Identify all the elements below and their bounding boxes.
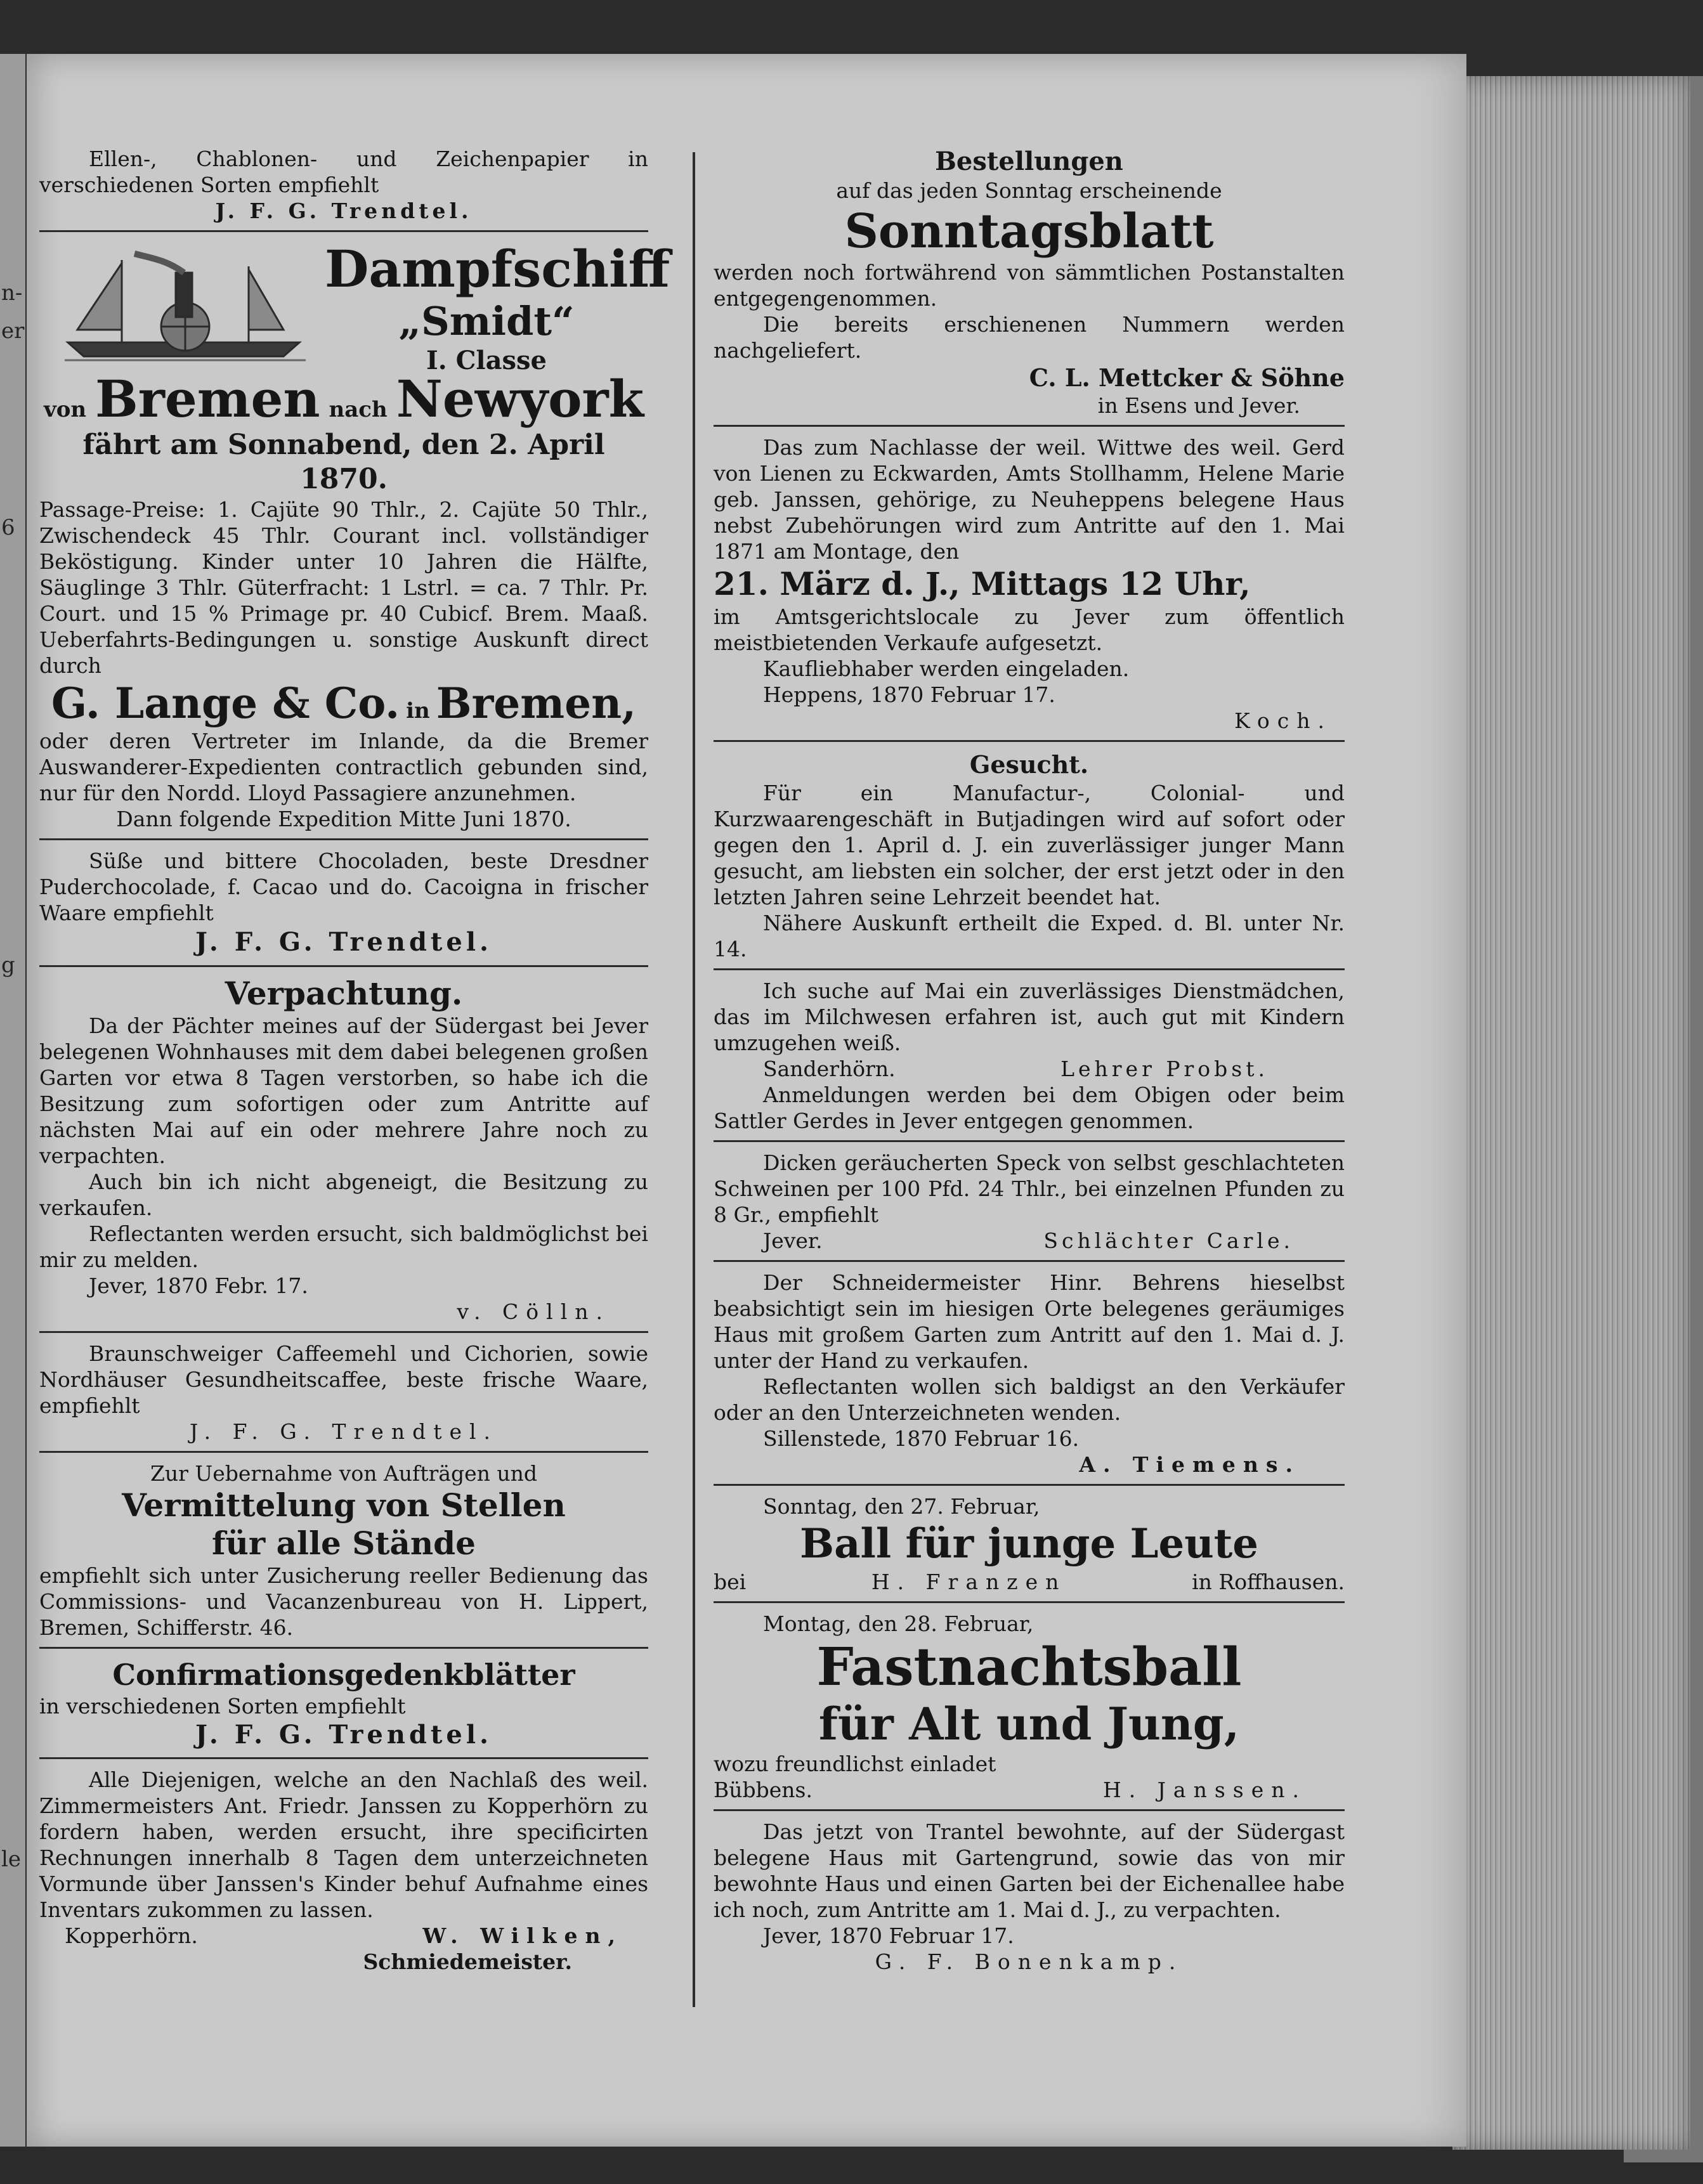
ad-placement-text: empfiehlt sich unter Zusicherung reeller Bedienung das Commissions- und Vacanzenbureau von H. Lippert, Bremen, Schifferstr. 46. bbox=[39, 1563, 648, 1640]
steamship-agent bbox=[39, 679, 648, 728]
ad-lease bbox=[39, 975, 648, 1325]
ad-sonntagsblatt-p1: werden noch fortwährend von sämmtlichen Postanstalten entgegengenommen. bbox=[714, 260, 1345, 311]
ad-maid-place: Sanderhörn. bbox=[763, 1056, 896, 1081]
ad-carnival-signline bbox=[714, 1777, 1345, 1803]
ad-house bbox=[714, 1270, 1345, 1478]
ad-wanted-p2: Nähere Auskunft ertheilt die Exped. d. Bl. unter Nr. 14. bbox=[714, 911, 1345, 961]
ad-sonntagsblatt-h2: auf das jeden Sonntag erscheinende bbox=[836, 178, 1222, 203]
prev-page-fragment: g bbox=[1, 952, 15, 978]
ad-confirmation-text: in verschiedenen Sorten empfiehlt bbox=[39, 1694, 406, 1719]
ad-divider bbox=[714, 425, 1345, 427]
ad-estate-text: Alle Diejenigen, welche an den Nachlaß des weil. Zimmermeisters Ant. Friedr. Janssen zu Kopperhörn zu fordern haben, werden ersucht, ihre specificirten Rechnungen innerhalb 8 Tagen dem unterzeichneten Vormunde über Janssen's Kinder behuf Aufnahme eines Inventars zukommen zu lassen. bbox=[39, 1767, 648, 1922]
ad-ball-place: in Roffhausen. bbox=[1192, 1570, 1345, 1594]
ad-house-p2: Reflectanten wollen sich baldigst an den Verkäufer oder an den Unterzeichneten wenden. bbox=[714, 1374, 1345, 1425]
steamship-class: I. Classe bbox=[426, 346, 547, 375]
prev-page-fragment: 6 bbox=[1, 515, 15, 540]
ad-carnival-place: Bübbens. bbox=[714, 1778, 812, 1802]
ad-estate-role: Schmiedemeister. bbox=[363, 1949, 572, 1974]
ad-ball-date: Sonntag, den 27. Februar, bbox=[763, 1494, 1040, 1519]
ad-divider bbox=[39, 1757, 648, 1759]
ad-coffee-signature: J. F. G. Trendtel. bbox=[189, 1419, 499, 1444]
ad-divider bbox=[39, 965, 648, 967]
ad-wanted-p1: Für ein Manufactur-, Colonial- und Kurzwaarengeschäft in Butjadingen wird auf sofort oder gegen den 1. April d. J. ein zuverlässiger junger Mann gesucht, am liebsten ein solcher, der erst jetzt oder in den letzten Jahren seine Lehrzeit beendet hat. bbox=[714, 781, 1345, 909]
ad-house-date: Sillenstede, 1870 Februar 16. bbox=[763, 1426, 1080, 1451]
column-divider bbox=[693, 152, 695, 2007]
ad-divider bbox=[39, 1647, 648, 1649]
left-column bbox=[39, 146, 670, 1975]
ad-carnival-title1: Fastnachtsball bbox=[816, 1637, 1242, 1698]
ad-carnival-title2: für Alt und Jung, bbox=[818, 1698, 1240, 1750]
steamship-name: „Smidt“ bbox=[398, 298, 575, 344]
ad-confirmation-signature: J. F. G. Trendtel. bbox=[195, 1720, 492, 1750]
ad-sonntagsblatt-place: in Esens und Jever. bbox=[1097, 393, 1300, 418]
ad-bacon-signature: Schlächter Carle. bbox=[1043, 1228, 1294, 1253]
route-to: Newyork bbox=[396, 369, 644, 429]
ad-rent-text: Das jetzt von Trantel bewohnte, auf der Südergast belegene Haus mit Gartengrund, sowie das von mir bewohnte Haus und einen Garten bei der Eichenallee habe ich noch, zum Antritte am 1. Mai d. J., zu verpachten. bbox=[714, 1819, 1345, 1922]
ad-lease-title: Verpachtung. bbox=[225, 975, 463, 1012]
ad-auction-date: Heppens, 1870 Februar 17. bbox=[763, 682, 1055, 707]
ad-divider bbox=[39, 230, 648, 232]
ad-ball-hostline bbox=[714, 1569, 1345, 1595]
ad-wanted bbox=[714, 750, 1345, 962]
ad-lease-p2: Auch bin ich nicht abgeneigt, die Besitzung zu verkaufen. bbox=[39, 1169, 648, 1220]
ad-carnival-date: Montag, den 28. Februar, bbox=[763, 1611, 1034, 1636]
ad-auction bbox=[714, 434, 1345, 734]
ad-lease-p1: Da der Pächter meines auf der Südergast bei Jever belegenen Wohnhauses mit dem dabei belegenen großen Garten vor etwa 8 Tagen verstorben, so habe ich die Besitzung zum sofortigen oder zum Antritte auf nächsten Mai auf ein oder mehrere Jahre noch zu verpachten. bbox=[39, 1013, 648, 1168]
steamship-illustration bbox=[65, 247, 306, 365]
steamship-body: Passage-Preise: 1. Cajüte 90 Thlr., 2. Cajüte 50 Thlr., Zwischendeck 45 Thlr. Courant incl. vollständiger Beköstigung. Kinder unter 10 Jahren die Hälfte, Säuglinge 3 Thlr. Güterfracht: 1 Lstrl. = ca. 7 Thlr. Pr. Court. und 15 % Primage pr. 40 Cubicf. Brem. Maaß. Ueberfahrts-Bedingungen u. sonstige Auskunft direct durch bbox=[39, 497, 648, 678]
prev-page-fragment: er bbox=[1, 318, 25, 344]
ad-lease-signature: v. Cölln. bbox=[457, 1299, 610, 1324]
ad-divider bbox=[714, 740, 1345, 742]
ad-paper-signature: J. F. G. Trendtel. bbox=[215, 198, 473, 223]
ad-divider bbox=[714, 1484, 1345, 1486]
ad-coffee-text: Braunschweiger Caffeemehl und Cichorien, sowie Nordhäuser Gesundheitscaffee, beste frische Waare, empfiehlt bbox=[39, 1341, 648, 1418]
ad-bacon-text: Dicken geräucherten Speck von selbst geschlachteten Schweinen per 100 Pfd. 24 Thlr., bei einzelnen Pfunden zu 8 Gr., empfiehlt bbox=[714, 1150, 1345, 1227]
ad-chocolate-text: Süße und bittere Chocoladen, beste Dresdner Puderchocolade, f. Cacao und do. Cacoigna in frischer Waare empfiehlt bbox=[39, 848, 648, 925]
book-page-edges bbox=[1452, 76, 1690, 2150]
ad-coffee bbox=[39, 1341, 648, 1445]
ad-estate-place: Kopperhörn. bbox=[65, 1923, 198, 1948]
agent-city: Bremen, bbox=[436, 679, 637, 728]
ad-auction-p2: im Amtsgerichtslocale zu Jever zum öffentlich meistbietenden Verkaufe aufgesetzt. bbox=[714, 604, 1345, 655]
right-column bbox=[714, 146, 1345, 1975]
previous-page-edge bbox=[0, 54, 25, 2147]
ad-chocolate-signature: J. F. G. Trendtel. bbox=[195, 927, 492, 957]
ad-carnival-invite: wozu freundlichst einladet bbox=[714, 1752, 996, 1776]
ad-carnival bbox=[714, 1611, 1345, 1803]
ad-ball-bei: bei bbox=[714, 1570, 747, 1594]
ad-divider bbox=[39, 838, 648, 840]
ad-auction-signature: Koch. bbox=[1234, 708, 1332, 733]
steamship-departure: fährt am Sonnabend, den 2. April 1870. bbox=[82, 429, 605, 495]
ad-maid bbox=[714, 978, 1345, 1134]
steamship-title: Dampfschiff bbox=[325, 239, 670, 299]
ad-sonntagsblatt-publisher: C. L. Mettcker & Söhne bbox=[1029, 363, 1345, 392]
ad-sonntagsblatt-p2: Die bereits erschienenen Nummern werden nachgeliefert. bbox=[714, 312, 1345, 363]
prev-page-fragment: le bbox=[1, 1847, 21, 1872]
ad-ball-title: Ball für junge Leute bbox=[799, 1520, 1259, 1568]
ad-house-signature: A. Tiemens. bbox=[1079, 1452, 1300, 1477]
steamship-route bbox=[39, 370, 648, 428]
ad-confirmation bbox=[39, 1656, 648, 1751]
ad-sonntagsblatt-h3: Sonntagsblatt bbox=[844, 204, 1214, 259]
ad-wanted-title: Gesucht. bbox=[969, 750, 1089, 779]
ad-chocolate bbox=[39, 848, 648, 959]
ad-divider bbox=[714, 968, 1345, 970]
ad-divider bbox=[39, 1451, 648, 1453]
agent-name: G. Lange & Co. bbox=[51, 679, 400, 728]
route-from: Bremen bbox=[95, 369, 320, 429]
ad-carnival-signature: H. Janssen. bbox=[1102, 1778, 1307, 1802]
route-nach: nach bbox=[329, 397, 388, 422]
ad-bacon-signline bbox=[714, 1228, 1345, 1254]
ad-maid-text: Ich suche auf Mai ein zuverlässiges Dienstmädchen, das im Milchwesen erfahren ist, auch gut mit Kindern umzugehen weiß. bbox=[714, 978, 1345, 1055]
agent-in: in bbox=[406, 698, 430, 724]
ad-auction-p1: Das zum Nachlasse der weil. Wittwe des weil. Gerd von Lienen zu Eckwarden, Amts Stollhamm, Helene Marie geb. Janssen, gehörige, zu Neuheppens belegene Haus nebst Zubehörungen wird zum Antritte auf den 1. Mai 1871 am Montage, den bbox=[714, 435, 1345, 564]
ad-paper bbox=[39, 146, 648, 224]
ad-rent-date: Jever, 1870 Februar 17. bbox=[763, 1923, 1014, 1948]
ad-divider bbox=[39, 1331, 648, 1333]
ad-maid-p2: Anmeldungen werden bei dem Obigen oder beim Sattler Gerdes in Jever entgegen genommen. bbox=[714, 1082, 1345, 1133]
ad-maid-signline bbox=[714, 1056, 1345, 1082]
ad-estate bbox=[39, 1767, 648, 1975]
ad-lease-date: Jever, 1870 Febr. 17. bbox=[89, 1273, 308, 1298]
ad-sonntagsblatt-h1: Bestellungen bbox=[935, 146, 1123, 176]
ad-placement bbox=[39, 1460, 648, 1641]
ad-divider bbox=[714, 1809, 1345, 1811]
ad-estate-signline bbox=[39, 1923, 648, 1949]
ad-divider bbox=[714, 1140, 1345, 1142]
ad-auction-date-big: 21. März d. J., Mittags 12 Uhr, bbox=[714, 565, 1251, 602]
ad-ball-host: H. Franzen bbox=[871, 1570, 1067, 1594]
ad-rent bbox=[714, 1819, 1345, 1975]
ad-placement-intro: Zur Uebernahme von Aufträgen und bbox=[150, 1461, 537, 1486]
route-von: von bbox=[43, 397, 87, 422]
ad-lease-p3: Reflectanten werden ersucht, sich baldmöglichst bei mir zu melden. bbox=[39, 1221, 648, 1272]
ad-steamship bbox=[39, 239, 670, 832]
ad-placement-h1: Vermittelung von Stellen bbox=[122, 1486, 566, 1524]
ad-confirmation-title: Confirmationsgedenkblätter bbox=[112, 1658, 575, 1692]
ad-placement-h2: für alle Stände bbox=[212, 1524, 476, 1562]
ad-maid-signature: Lehrer Probst. bbox=[1060, 1056, 1269, 1081]
ad-divider bbox=[714, 1601, 1345, 1603]
ad-divider bbox=[714, 1260, 1345, 1262]
ad-bacon bbox=[714, 1150, 1345, 1254]
ad-rent-signature: G. F. Bonenkamp. bbox=[875, 1949, 1184, 1974]
ad-house-p1: Der Schneidermeister Hinr. Behrens hieselbst beabsichtigt sein im hiesigen Orte belegenes geräumiges Haus mit großem Garten zum Antritt auf den 1. Mai d. J. unter der Hand zu verkaufen. bbox=[714, 1270, 1345, 1373]
ad-auction-p3: Kaufliebhaber werden eingeladen. bbox=[763, 656, 1130, 681]
ad-estate-signature: W. Wilken, bbox=[422, 1923, 623, 1948]
ad-paper-text: Ellen-, Chablonen- und Zeichenpapier in verschiedenen Sorten empfiehlt bbox=[39, 146, 648, 197]
steamship-next: Dann folgende Expedition Mitte Juni 1870. bbox=[116, 807, 571, 831]
prev-page-fragment: n- bbox=[1, 280, 23, 306]
ad-ball bbox=[714, 1493, 1345, 1595]
ad-bacon-place: Jever. bbox=[763, 1228, 823, 1253]
steamship-agent-text: oder deren Vertreter im Inlande, da die Bremer Auswanderer-Expedienten contractlich gebunden sind, nur für den Nordd. Lloyd Passagiere anzunehmen. bbox=[39, 729, 648, 805]
ad-sonntagsblatt bbox=[714, 146, 1345, 419]
